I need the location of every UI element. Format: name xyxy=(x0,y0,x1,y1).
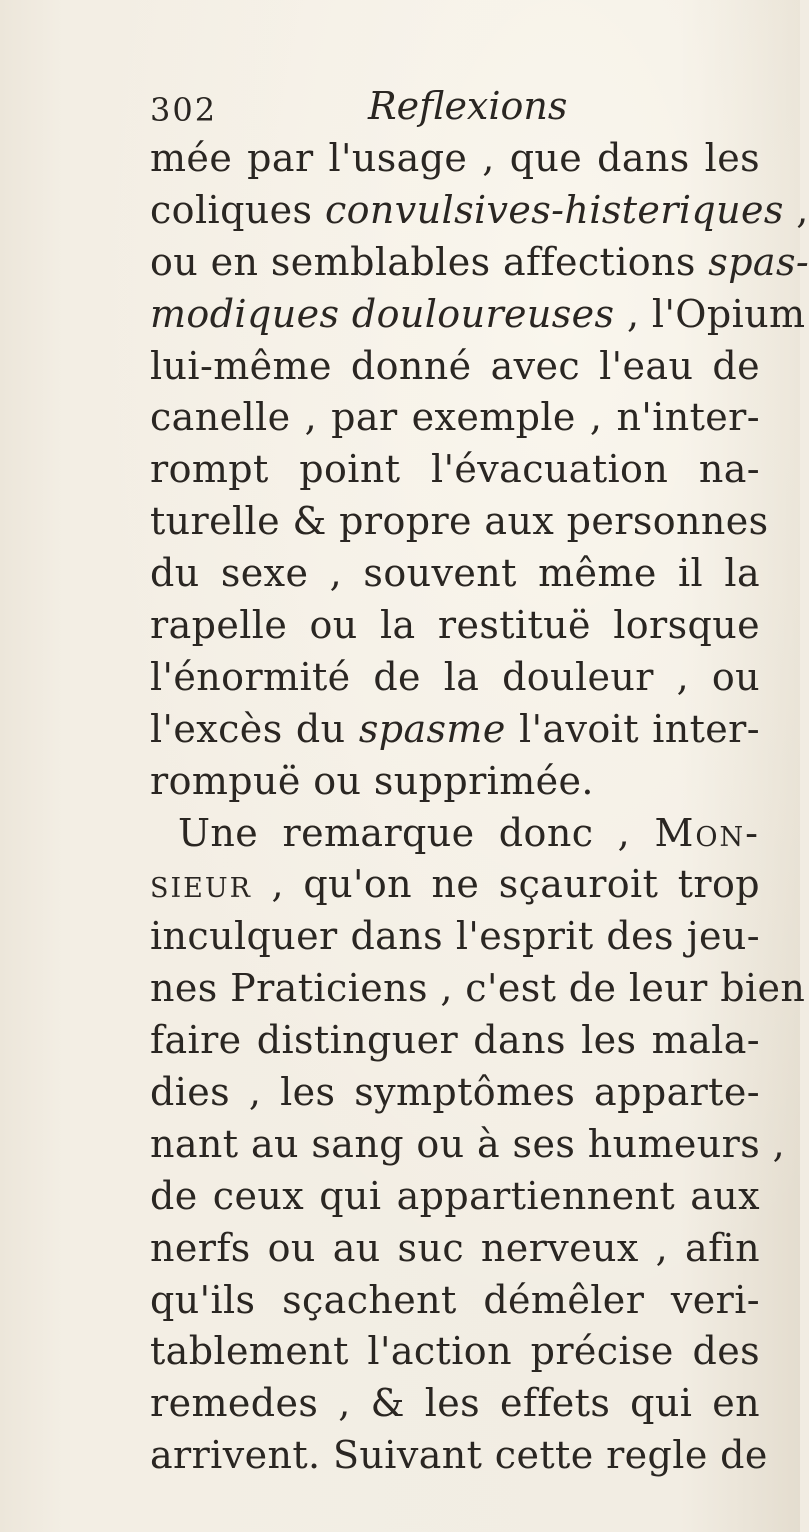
running-head-title: Reflexions xyxy=(368,84,568,128)
text-segment: rompuë ou supprimée. xyxy=(150,758,594,803)
text-segment: nes Praticiens , c'est de leur bien xyxy=(150,966,806,1011)
text-line xyxy=(150,185,809,237)
text-line xyxy=(150,341,760,393)
text-segment: mée par l'usage , que dans les xyxy=(150,136,760,180)
text-segment: de ceux qui appartiennent aux xyxy=(150,1173,760,1218)
text-segment: l'énormité de la douleur , ou xyxy=(150,654,760,699)
text-segment: lui-même donné avec l'eau de xyxy=(150,343,760,388)
text-line xyxy=(150,1119,786,1171)
text-segment: nerfs ou au suc nerveux , afin xyxy=(150,1225,760,1270)
text-segment: ou en semblables affections xyxy=(150,239,709,284)
text-segment: l'excès du xyxy=(150,706,359,751)
text-line xyxy=(150,1171,760,1223)
text-line xyxy=(150,1326,760,1378)
text-line xyxy=(150,237,809,289)
text-segment: turelle & propre aux personnes xyxy=(150,499,769,544)
running-head xyxy=(150,84,710,132)
text-line xyxy=(150,133,760,185)
body-text xyxy=(150,133,809,1482)
page-number: 302 xyxy=(150,91,218,129)
text-line xyxy=(150,600,760,652)
text-segment: tablement l'action précise des xyxy=(150,1329,760,1374)
text-line xyxy=(150,1275,760,1327)
text-segment: , l'Opium xyxy=(614,291,806,336)
text-line xyxy=(150,1067,760,1119)
text-segment: , xyxy=(783,187,809,232)
text-line xyxy=(150,392,760,444)
text-segment: remedes , & les effets qui en xyxy=(150,1381,760,1426)
text-segment: faire distinguer dans les mala- xyxy=(150,1018,760,1063)
text-segment: dies , les symptômes apparte- xyxy=(150,1070,760,1115)
text-line xyxy=(150,859,760,911)
text-segment: du sexe , souvent même il la xyxy=(150,551,760,596)
text-line xyxy=(150,808,760,860)
text-segment: arrivent. Suivant cette regle de xyxy=(150,1433,768,1478)
text-segment: spasme xyxy=(358,706,506,751)
text-line xyxy=(150,911,760,963)
text-line xyxy=(150,963,806,1015)
text-line xyxy=(150,1223,760,1275)
text-segment: coliques xyxy=(150,187,325,232)
text-segment: , qu'on ne sçauroit trop xyxy=(251,862,760,907)
text-segment: inculquer dans l'esprit des jeu- xyxy=(150,914,760,959)
text-segment: rapelle ou la restituë lorsque xyxy=(150,603,760,648)
text-segment: convulsives-histeriques xyxy=(324,187,784,232)
text-line xyxy=(150,444,760,496)
text-line xyxy=(150,652,760,704)
text-segment: qu'ils sçachent démêler veri- xyxy=(150,1277,760,1322)
text-line xyxy=(150,1015,760,1067)
text-segment: rompt point l'évacuation na- xyxy=(150,447,760,492)
text-segment: Mon- xyxy=(654,810,760,855)
text-line xyxy=(150,1430,768,1482)
text-segment: sieur xyxy=(150,862,252,907)
text-line xyxy=(150,496,769,548)
text-line xyxy=(150,1378,760,1430)
text-segment: l'avoit inter- xyxy=(505,706,760,751)
text-line xyxy=(150,289,806,341)
text-line xyxy=(150,756,760,808)
text-line xyxy=(150,704,760,756)
text-segment: Une remarque donc , xyxy=(178,810,655,855)
text-segment: modiques douloureuses xyxy=(150,291,615,336)
text-segment: canelle , par exemple , n'inter- xyxy=(150,395,760,440)
text-segment: nant au sang ou à ses humeurs , xyxy=(150,1121,786,1166)
text-line xyxy=(150,548,760,600)
text-segment: spas- xyxy=(708,239,809,284)
